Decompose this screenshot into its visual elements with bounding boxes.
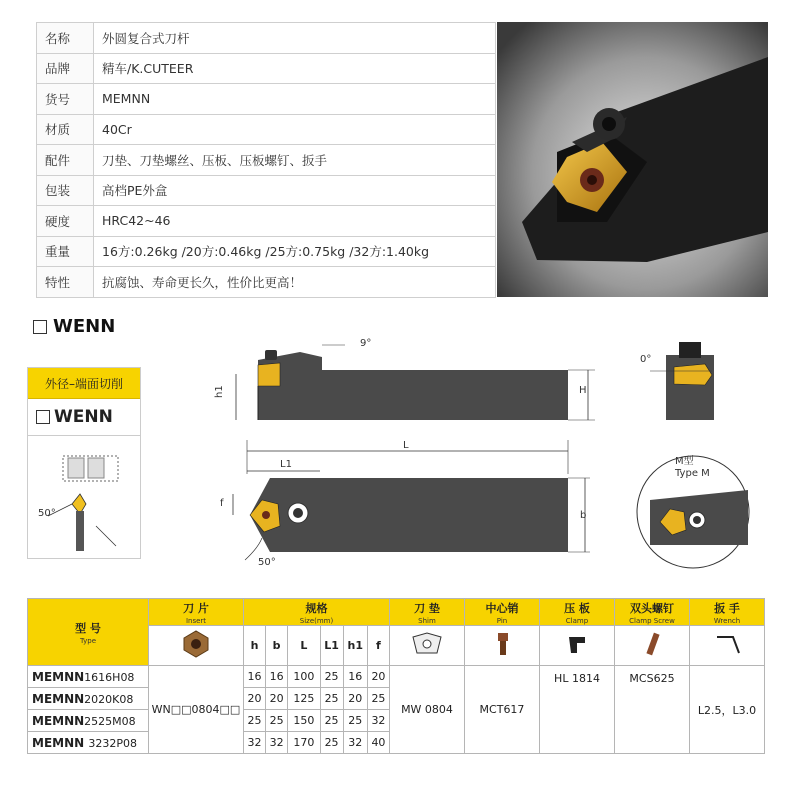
spec-size-table xyxy=(27,598,765,754)
table-row xyxy=(28,666,765,688)
spec-key: 硬度 xyxy=(37,206,94,237)
top-view xyxy=(220,440,590,568)
spec-value: 高档PE外盒 xyxy=(94,175,496,206)
size-value: 25 xyxy=(244,710,266,732)
size-value: 25 xyxy=(343,710,367,732)
size-col-L: L xyxy=(288,626,320,666)
feature-card-header: 外径–端面切削 xyxy=(28,368,140,399)
L1-label: L1 xyxy=(280,459,292,470)
spec-value: 外圆复合式刀杆 xyxy=(94,23,496,54)
size-value: 16 xyxy=(266,666,288,688)
pin-icon xyxy=(482,629,522,659)
size-col-h1: h1 xyxy=(343,626,367,666)
header-clamp: 压 板 Clamp xyxy=(540,599,615,626)
size-value: 25 xyxy=(320,710,343,732)
size-value: 32 xyxy=(343,732,367,754)
size-value: 25 xyxy=(320,732,343,754)
spec-value: 精车/K.CUTEER xyxy=(94,53,496,84)
shim-icon xyxy=(407,629,447,659)
size-col-b: b xyxy=(266,626,288,666)
f-label: f xyxy=(220,498,224,509)
feature-card-title: WENN xyxy=(28,399,140,436)
model-prefix: MEMNN xyxy=(32,691,85,706)
clamp-image xyxy=(540,626,615,666)
spec-key: 配件 xyxy=(37,145,94,176)
size-value: 150 xyxy=(288,710,320,732)
model-suffix: 2525M08 xyxy=(84,714,136,728)
spec-value: 40Cr xyxy=(94,114,496,145)
end-view xyxy=(640,342,714,420)
h1-label: h1 xyxy=(214,385,225,398)
header-clamp-screw: 双头螺钉 Clamp Screw xyxy=(615,599,690,626)
size-value: 25 xyxy=(320,666,343,688)
size-value: 32 xyxy=(266,732,288,754)
shim-code: MW 0804 xyxy=(390,666,465,754)
header-size: 规格 Size(mm) xyxy=(244,599,390,626)
insert-image xyxy=(149,626,244,666)
H-label: H xyxy=(579,385,587,396)
wrench-image xyxy=(690,626,765,666)
insert-icon xyxy=(178,628,214,660)
m-type-cn: M型 xyxy=(675,456,694,467)
spec-value: 刀垫、刀垫螺丝、压板、压板螺钉、扳手 xyxy=(94,145,496,176)
size-value: 25 xyxy=(266,710,288,732)
spec-key: 重量 xyxy=(37,236,94,267)
model-suffix: 2020K08 xyxy=(84,692,134,706)
model-cell xyxy=(28,688,149,710)
size-value: 25 xyxy=(320,688,343,710)
size-value: 16 xyxy=(244,666,266,688)
spec-value: 抗腐蚀、寿命更长久，性价比更高！ xyxy=(94,267,496,298)
wrench-code: L2.5，L3.0 xyxy=(690,666,765,754)
spec-value: MEMNN xyxy=(94,84,496,115)
detail-circle xyxy=(637,454,749,568)
size-value: 20 xyxy=(244,688,266,710)
size-value: 100 xyxy=(288,666,320,688)
b-label: b xyxy=(580,510,587,521)
clamp-screw-image xyxy=(615,626,690,666)
clamp-code: HL 1814 xyxy=(540,666,615,754)
pin-code: MCT617 xyxy=(465,666,540,754)
m-type-en: Type M xyxy=(675,468,710,479)
shim-image xyxy=(390,626,465,666)
header-model: 型 号 Type xyxy=(28,599,149,666)
size-value: 20 xyxy=(343,688,367,710)
size-value: 32 xyxy=(367,710,389,732)
size-value: 16 xyxy=(343,666,367,688)
header-insert: 刀 片 Insert xyxy=(149,599,244,626)
L-label: L xyxy=(403,440,409,451)
model-suffix: 3232P08 xyxy=(88,736,137,750)
angle-top-label: 9° xyxy=(360,338,372,349)
feature-angle-label: 50° xyxy=(38,508,56,519)
model-prefix: MEMNN xyxy=(32,735,89,750)
size-value: 32 xyxy=(244,732,266,754)
spec-key: 品牌 xyxy=(37,53,94,84)
model-cell xyxy=(28,666,149,688)
model-suffix: 1616H08 xyxy=(84,670,135,684)
model-cell xyxy=(28,710,149,732)
clamp-icon xyxy=(557,629,597,659)
clamp-screw-icon xyxy=(632,629,672,659)
size-col-h: h xyxy=(244,626,266,666)
spec-key: 材质 xyxy=(37,114,94,145)
model-prefix: MEMNN xyxy=(32,713,85,728)
screw-code: MCS625 xyxy=(615,666,690,754)
spec-key: 特性 xyxy=(37,267,94,298)
insert-code: WN□□0804□□ xyxy=(149,666,244,754)
spec-value: 16方:0.26kg /20方:0.46kg /25方:0.75kg /32方:1.40kg xyxy=(94,236,496,267)
size-value: 20 xyxy=(266,688,288,710)
size-col-f: f xyxy=(367,626,389,666)
header-wrench: 扳 手 Wrench xyxy=(690,599,765,626)
size-value: 170 xyxy=(288,732,320,754)
header-pin: 中心销 Pin xyxy=(465,599,540,626)
pin-image xyxy=(465,626,540,666)
model-cell xyxy=(28,732,149,754)
spec-key: 名称 xyxy=(37,23,94,54)
model-prefix: MEMNN xyxy=(32,669,85,684)
angle-bottom-label: 50° xyxy=(258,557,276,568)
spec-key: 货号 xyxy=(37,84,94,115)
size-value: 25 xyxy=(367,688,389,710)
spec-value: HRC42~46 xyxy=(94,206,496,237)
section-title: WENN xyxy=(33,316,115,337)
size-value: 125 xyxy=(288,688,320,710)
header-shim: 刀 垫 Shim xyxy=(390,599,465,626)
size-col-L1: L1 xyxy=(320,626,343,666)
size-value: 20 xyxy=(367,666,389,688)
side-view xyxy=(214,338,595,420)
size-value: 40 xyxy=(367,732,389,754)
wrench-icon xyxy=(707,629,747,659)
spec-key: 包装 xyxy=(37,175,94,206)
angle-zero-label: 0° xyxy=(640,354,652,365)
